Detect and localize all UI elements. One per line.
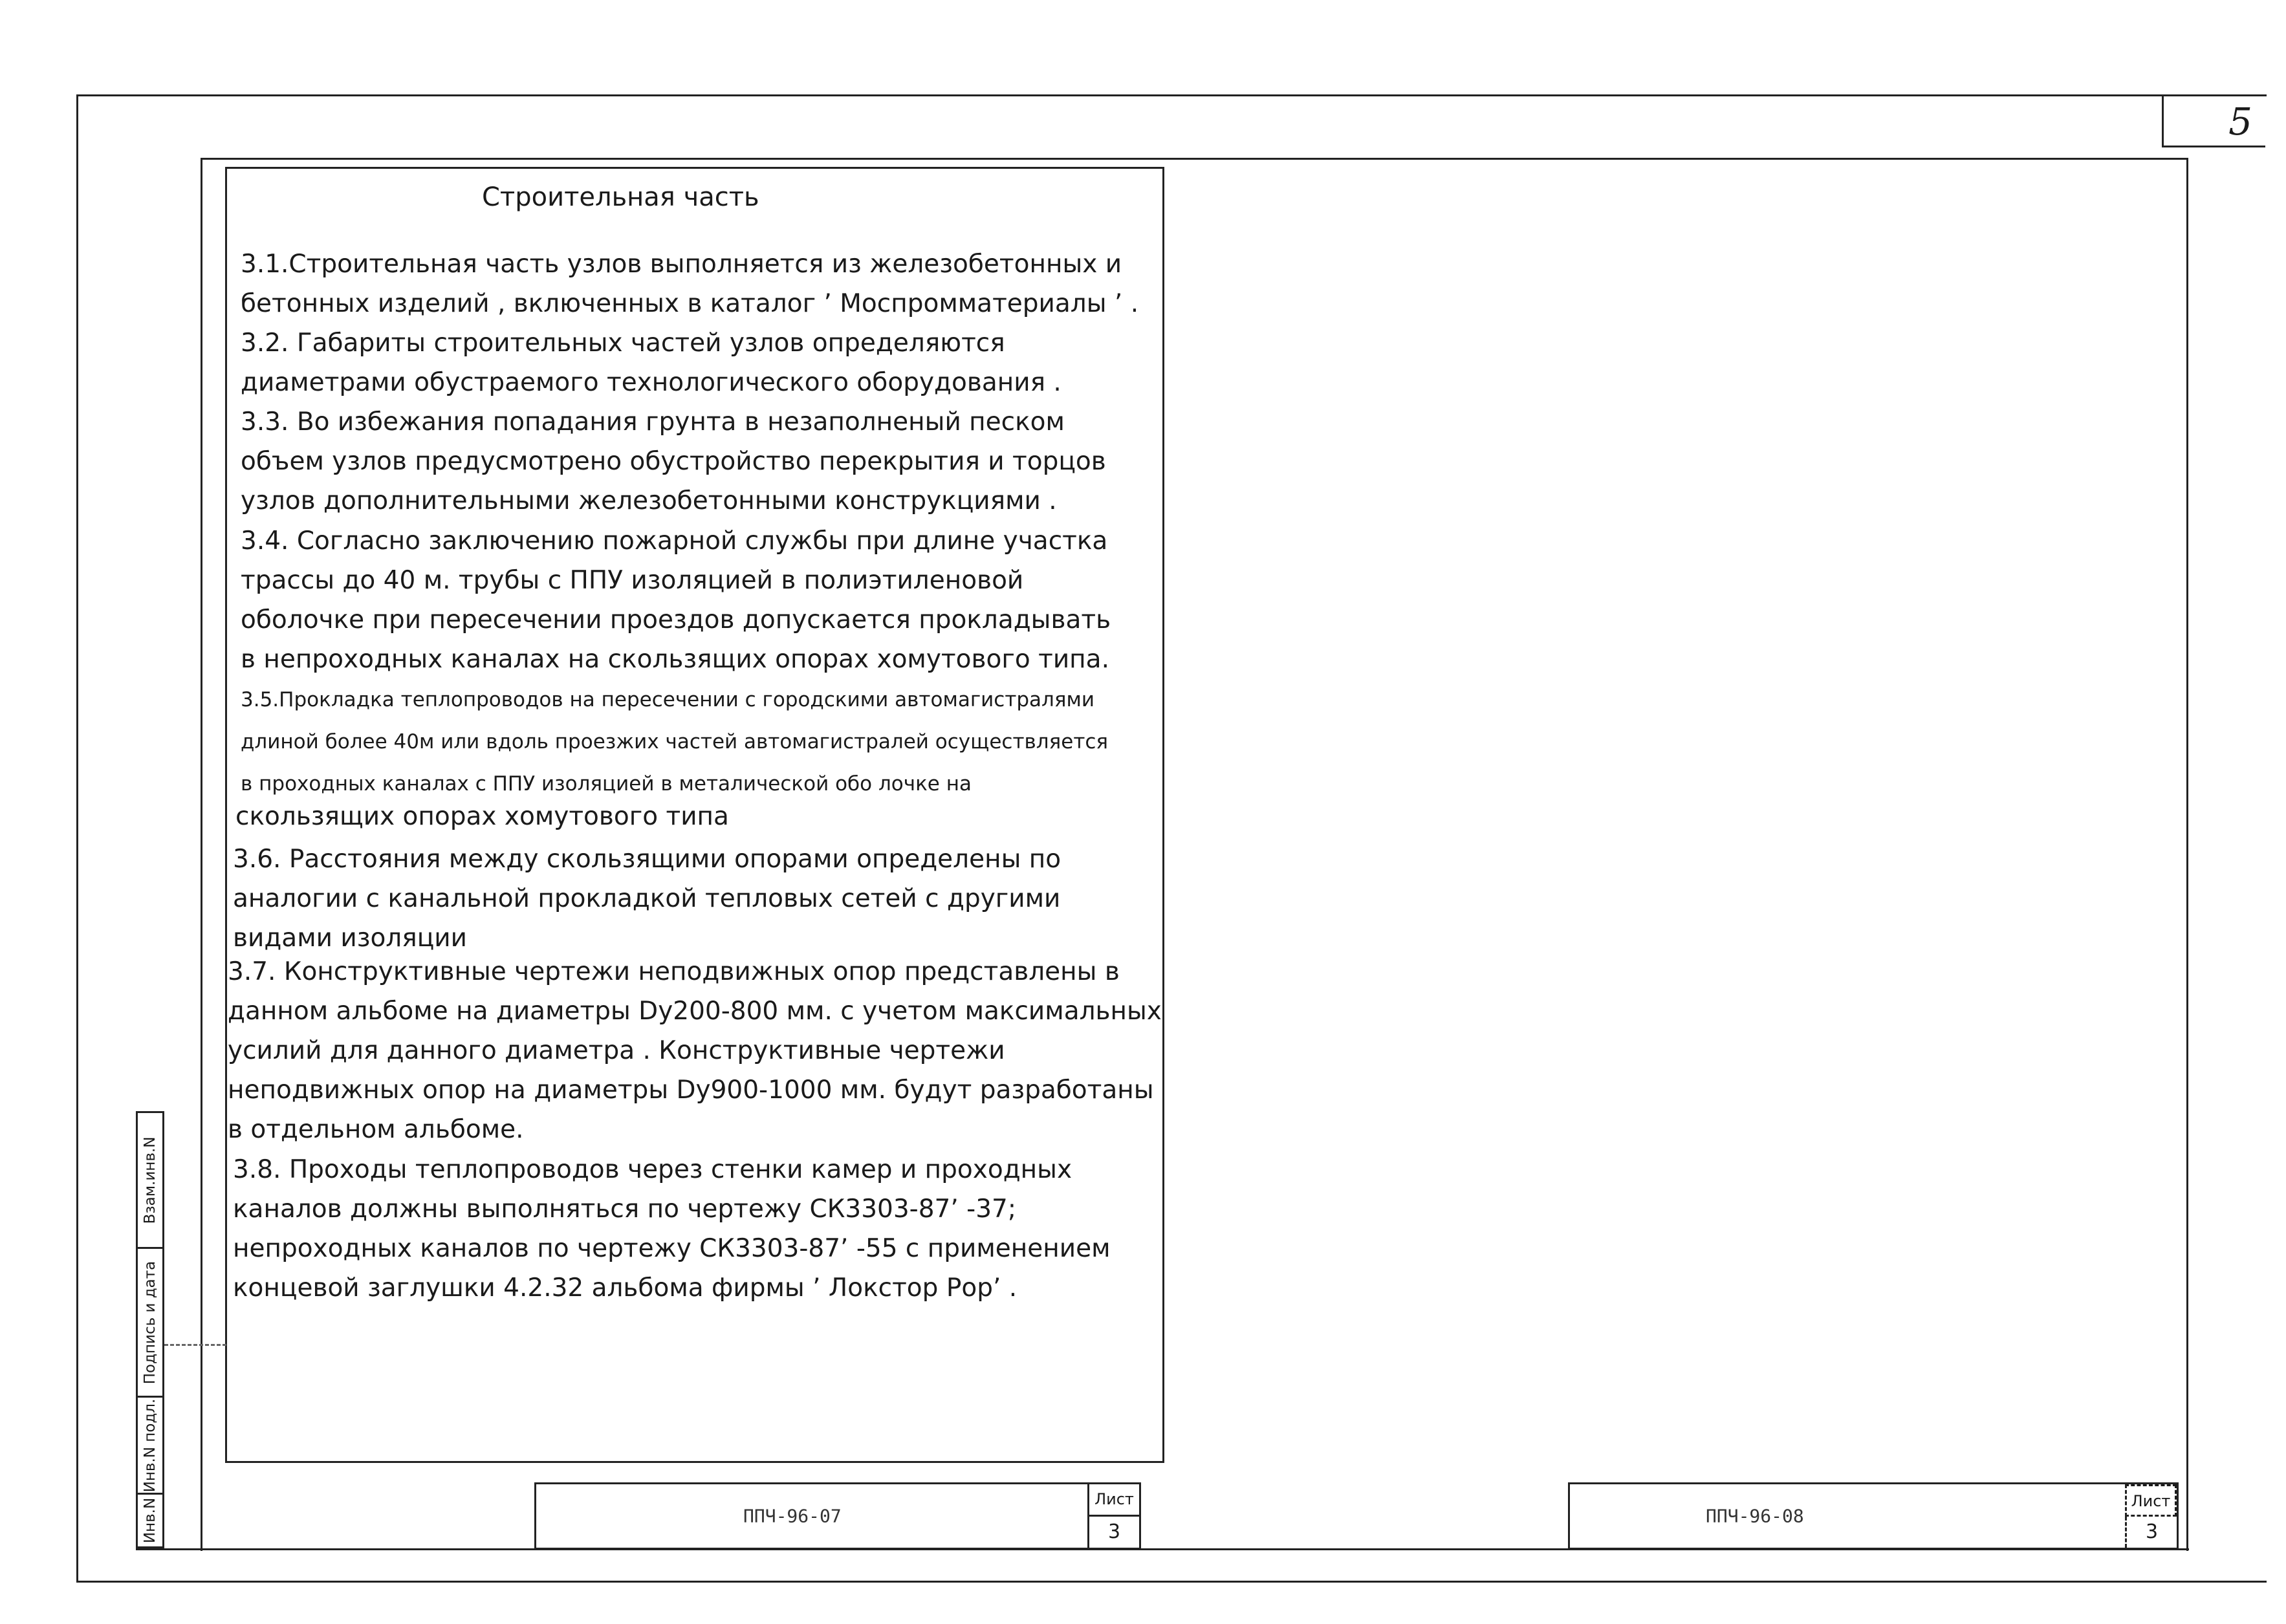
text-line: каналов должны выполняться по чертежу СК3303-87’ -37; [233,1195,1016,1224]
note-3-5 [241,679,1159,805]
sidebar-label: Подпись и дата [142,1261,158,1384]
text-line: в отдельном альбоме. [228,1115,524,1144]
text-line: 3.2. Габариты строительных частей узлов определяются [241,329,1005,358]
text-line: объем узлов предусмотрено обустройство перекрытия и торцов [241,447,1106,476]
text-line: 3.6. Расстояния между скользящими опорами определены по [233,845,1061,874]
outer-frame-bottom [76,1581,2267,1583]
text-line: аналогии с канальной прокладкой тепловых сетей с другими [233,884,1061,913]
document-code: ППЧ-96-07 [743,1505,842,1527]
sidebar-label: Инв.N [142,1497,158,1544]
text-line: скользящих опорах хомутового типа [235,802,729,831]
sheet-page-number: 5 [2162,96,2265,147]
inner-frame-top [201,158,2188,160]
sheet-label: Лист [2125,1484,2177,1517]
text-line: в проходных каналах с ППУ изоляцией в металической обо лочке на [241,772,972,796]
text-line: бетонных изделий , включенных в каталог ’ Моспромматериалы ’ . [241,289,1139,318]
text-line: длиной более 40м или вдоль проезжих частей автомагистралей осуществляется [241,730,1109,753]
note-3-2 [241,323,1159,402]
text-line: оболочке при пересечении проездов допускается прокладывать [241,605,1111,634]
outer-frame-top [76,94,2267,96]
text-line: непроходных каналов по чертежу СК3303-87’ -55 с применением [233,1234,1111,1263]
title-stamp-left [534,1482,1141,1550]
text-line: в непроходных каналах на скользящих опорах хомутового типа. [241,645,1109,674]
text-line: данном альбоме на диаметры Dу200-800 мм. с учетом максимальных [228,997,1162,1026]
text-line: 3.5.Прокладка теплопроводов на пересечении с городскими автомагистралями [241,688,1095,711]
outer-frame-left [76,94,78,1582]
sheet-label: Лист [1087,1484,1139,1517]
text-line: 3.8. Проходы теплопроводов через стенки камер и проходных [233,1155,1072,1184]
text-line: неподвижных опор на диаметры Dу900-1000 мм. будут разработаны [228,1076,1154,1105]
title-stamp-right [1568,1482,2179,1550]
sidebar-label: Инв.N подл. [142,1398,158,1492]
note-3-5-continued [235,797,1154,836]
sidebar-cell [138,1398,162,1495]
note-3-4 [241,521,1159,679]
text-line: видами изоляции [233,924,467,953]
binding-sidebar [136,1111,164,1548]
text-line: диаметрами обустраемого технологического оборудования . [241,368,1061,397]
section-heading: Строительная часть [482,182,759,212]
text-line: 3.1.Строительная часть узлов выполняется из железобетонных и [241,250,1122,279]
text-line: узлов дополнительными железобетонными конструкциями . [241,486,1057,515]
sidebar-cell [138,1249,162,1398]
sidebar-label: Взам.инв.N [142,1136,158,1224]
inner-frame-right [2186,158,2188,1551]
note-3-6 [233,839,1151,958]
text-line: 3.3. Во избежания попадания грунта в незаполненый песком [241,407,1065,437]
text-line: 3.7. Конструктивные чертежи неподвижных опор представлены в [228,957,1120,986]
sheet-number: 3 [2125,1517,2177,1548]
note-3-1 [241,244,1159,323]
sheet-number: 3 [1087,1517,1139,1548]
text-line: концевой заглушки 4.2.32 альбома фирмы ’ Локстор Рор’ . [233,1273,1018,1303]
text-line: усилий для данного диаметра . Конструктивные чертежи [228,1036,1005,1065]
note-3-3 [241,402,1159,521]
sidebar-dashed-guide [164,1344,226,1346]
text-line: трассы до 40 м. трубы с ППУ изоляцией в полиэтиленовой [241,566,1024,595]
document-code: ППЧ-96-08 [1706,1505,1804,1527]
sidebar-cell [138,1495,162,1546]
text-line: 3.4. Согласно заключению пожарной службы при длине участка [241,526,1108,556]
note-3-7 [228,952,1162,1149]
sidebar-cell [138,1113,162,1249]
inner-frame-left [201,158,202,1551]
note-3-8 [233,1150,1151,1308]
